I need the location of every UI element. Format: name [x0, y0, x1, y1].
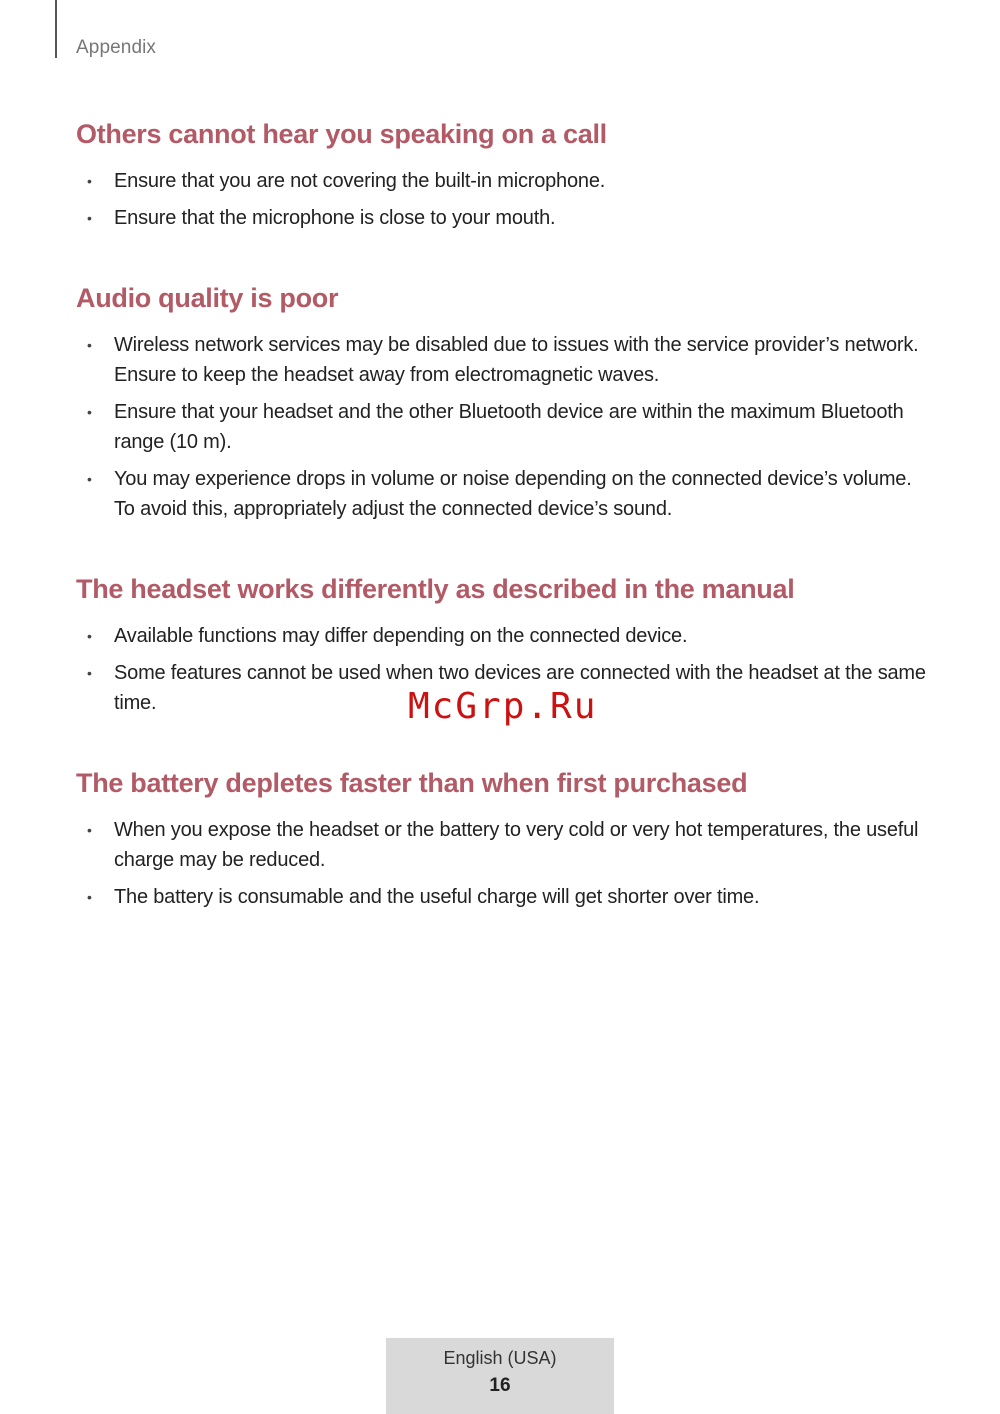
bullet-icon: • [87, 665, 92, 681]
bullet-text: Some features cannot be used when two devices are connected with the headset at the same time. [114, 662, 926, 714]
section-others-cannot-hear [76, 117, 926, 233]
bullet-icon: • [87, 173, 92, 189]
bullet-icon: • [87, 210, 92, 226]
section-heading: The headset works differently as described in the manual [76, 574, 795, 604]
section-label: Appendix [76, 37, 157, 58]
watermark: McGrp.Ru [408, 686, 598, 727]
page-number: 16 [489, 1375, 511, 1396]
bullet-icon: • [87, 822, 92, 838]
bullet-text: Ensure that the microphone is close to your mouth. [114, 207, 556, 229]
page-content [76, 117, 926, 960]
bullet-text: Ensure that your headset and the other Bluetooth device are within the maximum Bluetooth range (10 m). [114, 401, 904, 453]
bullet-item [76, 397, 926, 457]
bullet-icon: • [87, 889, 92, 905]
bullet-list [76, 330, 926, 524]
bullet-item [76, 330, 926, 390]
bullet-item [76, 621, 926, 651]
header-rule [55, 0, 57, 58]
bullet-icon: • [87, 471, 92, 487]
footer-language: English (USA) [443, 1348, 557, 1368]
bullet-icon: • [87, 337, 92, 353]
section-heading: Others cannot hear you speaking on a call [76, 119, 607, 149]
bullet-item [76, 203, 926, 233]
bullet-text: Ensure that you are not covering the built-in microphone. [114, 170, 606, 192]
bullet-item [76, 882, 926, 912]
section-heading: Audio quality is poor [76, 283, 339, 313]
bullet-text: You may experience drops in volume or noise depending on the connected device’s volume. To avoid this, appropriately adjust the connected device’s sound. [114, 468, 912, 520]
bullet-icon: • [87, 404, 92, 420]
bullet-list [76, 166, 926, 233]
bullet-list [76, 815, 926, 912]
bullet-item [76, 464, 926, 524]
bullet-text: Wireless network services may be disabled due to issues with the service provider’s network. Ensure to keep the headset away from electromagnetic waves. [114, 334, 919, 386]
section-battery-depletes [76, 766, 926, 912]
bullet-text: Available functions may differ depending on the connected device. [114, 625, 688, 647]
footer [386, 1338, 614, 1414]
bullet-text: The battery is consumable and the useful charge will get shorter over time. [114, 886, 760, 908]
bullet-item [76, 815, 926, 875]
bullet-item [76, 166, 926, 196]
section-audio-quality [76, 281, 926, 524]
bullet-icon: • [87, 628, 92, 644]
section-heading: The battery depletes faster than when first purchased [76, 768, 748, 798]
bullet-text: When you expose the headset or the battery to very cold or very hot temperatures, the useful charge may be reduced. [114, 819, 919, 871]
